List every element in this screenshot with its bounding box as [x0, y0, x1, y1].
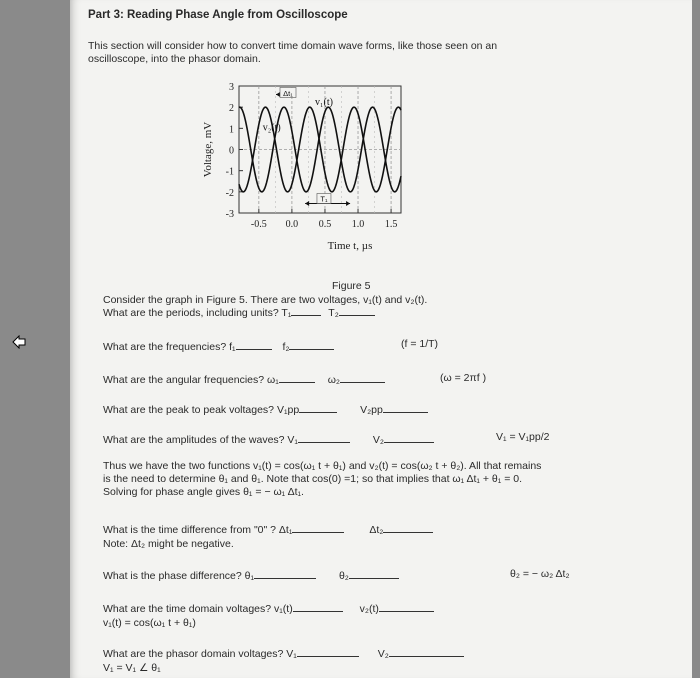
phasor-domain-question: What are the phasor domain voltages? V₁ V₂: [103, 648, 464, 660]
dt1-answer-blank[interactable]: [292, 531, 344, 533]
t1-answer-blank[interactable]: [291, 314, 321, 316]
y-tick-label: 0: [229, 145, 234, 157]
frequency-formula: (f = 1/T): [401, 338, 439, 350]
angular-frequencies-question: What are the angular frequencies? ω₁ ω₂: [103, 374, 385, 386]
amplitude-formula: V₁ = V₁pp/2: [496, 431, 550, 443]
y-tick-label: -3: [225, 209, 234, 220]
x-tick-label: 0.5: [318, 219, 332, 230]
period-arrowhead-right: [346, 201, 350, 206]
v1t-answer-blank[interactable]: [293, 610, 343, 612]
v2pp-answer-blank[interactable]: [383, 411, 428, 413]
y-tick-label: 1: [229, 124, 234, 136]
time-domain-formula: v₁(t) = cos(ω₁ t + θ₁): [103, 617, 196, 629]
x-tick-label: 1.5: [384, 219, 398, 230]
intro-text-line-2: oscilloscope, into the phasor domain.: [88, 53, 261, 65]
f1-answer-blank[interactable]: [236, 348, 272, 350]
y-tick-label: -1: [225, 166, 234, 178]
thus-text-3: Solving for phase angle gives θ₁ = − ω₁ Δt₁.: [103, 486, 304, 498]
phase-difference-question: What is the phase difference? θ₁ θ₂: [103, 570, 399, 582]
period-arrowhead-left: [305, 201, 309, 206]
w2-answer-blank[interactable]: [340, 381, 385, 383]
x-tick-label: 0.0: [285, 219, 299, 230]
v1pp-answer-blank[interactable]: [299, 411, 337, 413]
delta-t-arrowhead-left: [276, 92, 280, 97]
V1-phasor-answer-blank[interactable]: [297, 655, 359, 657]
section-title: Part 3: Reading Phase Angle from Oscilloscope: [88, 9, 348, 21]
peak-to-peak-question: What are the peak to peak voltages? V₁pp V₂pp: [103, 404, 428, 416]
x-tick-label: 1.0: [351, 219, 365, 230]
series-label-v2: v₂(t): [262, 122, 281, 134]
frequencies-question: What are the frequencies? f₁ f₂: [103, 341, 334, 353]
f2-answer-blank[interactable]: [289, 348, 334, 350]
y-tick-label: -2: [225, 187, 234, 199]
x-tick-label: -0.5: [250, 219, 267, 230]
note-text: Note: Δt₂ might be negative.: [103, 538, 234, 550]
phasor-domain-formula: V₁ = V₁ ∠ θ₁: [103, 662, 161, 674]
period-label: T₁: [320, 194, 328, 204]
v2-amp-answer-blank[interactable]: [384, 441, 434, 443]
consider-text-1: Consider the graph in Figure 5. There are two voltages, v₁(t) and v₂(t).: [103, 294, 428, 306]
time-difference-question: What is the time difference from "0" ? Δt₁ Δt₂: [103, 524, 433, 536]
oscilloscope-chart: [116, 78, 416, 273]
time-domain-question: What are the time domain voltages? v₁(t) v₂(t): [103, 603, 434, 615]
thus-text-1: Thus we have the two functions v₁(t) = cos(ω₁ t + θ₁) and v₂(t) = cos(ω₂ t + θ₂). All that remains: [103, 460, 542, 472]
intro-text-line-1: This section will consider how to convert time domain wave forms, like those seen on an: [88, 40, 498, 52]
angular-formula: (ω = 2πf ): [440, 372, 487, 384]
mouse-cursor-icon: [12, 335, 26, 349]
delta-t-label: Δt₁: [283, 88, 293, 98]
t2-answer-blank[interactable]: [339, 314, 375, 316]
thus-text-2: is the need to determine θ₁ and θ₁. Note that cos(0) =1; so that implies that ω₁ Δt₁ + θ₁ = 0.: [103, 473, 523, 485]
theta1-answer-blank[interactable]: [254, 577, 316, 579]
dt2-answer-blank[interactable]: [383, 531, 433, 533]
w1-answer-blank[interactable]: [279, 381, 315, 383]
y-tick-label: 2: [229, 103, 234, 115]
v2t-answer-blank[interactable]: [379, 610, 434, 612]
theta2-answer-blank[interactable]: [349, 577, 399, 579]
amplitudes-question: What are the amplitudes of the waves? V₁ V₂: [103, 434, 434, 446]
v1-amp-answer-blank[interactable]: [298, 441, 350, 443]
x-axis-label: Time t, µs: [327, 240, 373, 252]
series-label-v1: v₁(t): [315, 97, 333, 109]
periods-question: What are the periods, including units? T₁ T₂: [103, 307, 375, 319]
y-axis-label: Voltage, mV: [202, 121, 214, 178]
figure-caption: Figure 5: [332, 280, 371, 292]
V2-phasor-answer-blank[interactable]: [389, 655, 464, 657]
phase-formula: θ₂ = − ω₂ Δt₂: [510, 568, 570, 580]
y-tick-label: 3: [229, 82, 234, 93]
